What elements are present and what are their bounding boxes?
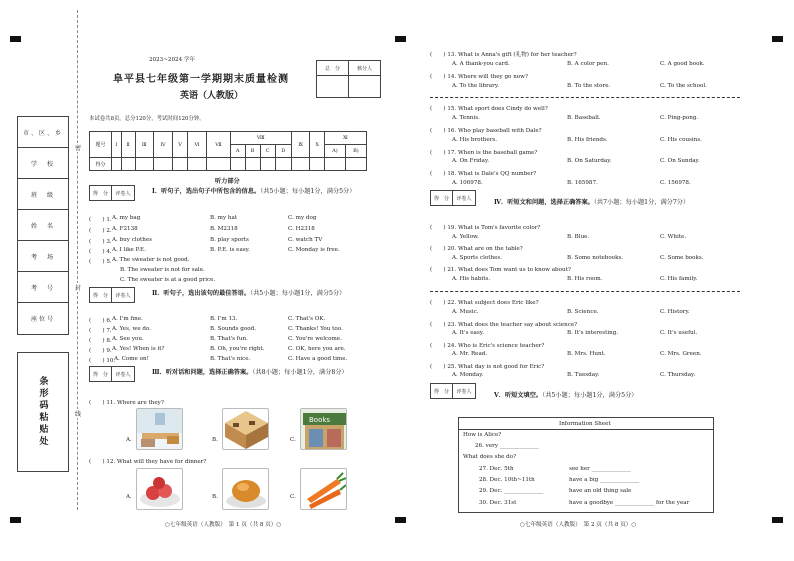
question-14: ( ) 14. Where will they go now? (430, 74, 528, 80)
option-b: B. my hat (210, 215, 238, 221)
question-number: ( ) 5. (89, 259, 112, 265)
option-c: C. Thanks! You too. (288, 326, 343, 332)
option-b: B. Oh, you're right. (210, 346, 265, 352)
section-1-score-box (89, 185, 135, 201)
total-score-cell[interactable] (317, 76, 349, 98)
grid-col: Ⅸ (291, 132, 310, 158)
barcode-area (17, 352, 69, 472)
section-5-score-box (430, 383, 476, 399)
reviewer-label: 评卷人 (112, 366, 135, 382)
grid-col: Ⅴ (173, 132, 188, 158)
option-c: C. Mrs. Green. (660, 351, 702, 357)
option-a: A. Come on! (114, 356, 149, 362)
option-c: C. His cousins. (660, 137, 702, 143)
option-b: B. Baseball. (567, 115, 601, 121)
section-3-score-box (89, 366, 135, 382)
option-c: C. 156978. (660, 180, 691, 186)
grid-score-cell[interactable] (260, 158, 275, 171)
option-c: C. His family. (660, 276, 698, 282)
grid-score-cell[interactable] (345, 158, 366, 171)
option-a: A. buy clothes (112, 237, 153, 243)
reviewer-cell[interactable] (349, 76, 381, 98)
option-b: B. The sweater is not for sale. (120, 267, 205, 273)
option-a: A. I'm fine. (112, 316, 143, 322)
student-info-box (17, 116, 69, 335)
grid-col: Ⅳ (154, 132, 173, 158)
blank-29[interactable]: 29. Dec. ______________ (479, 488, 544, 494)
question-20: ( ) 20. What are on the table? (430, 246, 523, 252)
svg-text:Books: Books (309, 416, 331, 424)
option-b: B. (212, 437, 218, 443)
option-b: B. To the store. (567, 83, 611, 89)
option-a: A. See you. (112, 336, 144, 342)
blank-26[interactable]: 26. very ______________ (475, 443, 539, 449)
grid-col: Ⅶ (207, 132, 231, 158)
field-name[interactable]: 姓 名 (18, 210, 68, 241)
option-b: B. Tuesday. (567, 372, 600, 378)
grid-sub: A (230, 145, 245, 158)
section-4-score-box (430, 190, 476, 206)
seal-char-feng: 封 (75, 285, 82, 292)
question-19: ( ) 19. What is Tom's favorite color? (430, 225, 541, 231)
option-a: A. I like P.E. (112, 247, 146, 253)
apples-picture (136, 468, 183, 510)
grid-score-cell[interactable] (121, 158, 135, 171)
grid-col: Ⅺ (324, 132, 366, 145)
footer-page-1: ○七年级英语（人教版） 第 1 页（共 8 页）○ (165, 522, 282, 528)
score-label: 得 分 (430, 383, 453, 399)
option-c: C. History. (660, 309, 690, 315)
reviewer-label: 评卷人 (112, 287, 135, 303)
grid-col: Ⅲ (135, 132, 154, 158)
option-a: A. The sweater is not good. (112, 257, 190, 263)
option-c: C. You're welcome. (288, 336, 342, 342)
option-a: A. A thank-you card. (452, 61, 510, 67)
option-c: C. White. (660, 234, 687, 240)
question-number: ( ) 2. (89, 228, 112, 234)
option-c: C. Some books. (660, 255, 704, 261)
option-b: B. It's interesting. (567, 330, 619, 336)
reviewer-label: 评卷人 (453, 190, 476, 206)
question-23: ( ) 23. What does the teacher say about science? (430, 322, 578, 328)
option-a: A. Monday. (452, 372, 484, 378)
page-subtitle: 英语（人教版） (180, 91, 244, 101)
option-a: A. Yellow. (452, 234, 479, 240)
grid-score-cell[interactable] (275, 158, 291, 171)
section-3-title: Ⅲ．听对话和问题，选择正确答案。（共8小题；每小题1分，满分8分） (152, 369, 348, 376)
reviewer-label: 评卷人 (453, 383, 476, 399)
grid-score-cell[interactable] (112, 158, 122, 171)
grid-score-cell[interactable] (291, 158, 310, 171)
page-title: 阜平县七年级第一学期期末质量检测 (113, 74, 289, 85)
living-room-picture (136, 408, 183, 450)
grid-label-number: 题号 (90, 132, 112, 158)
option-c: C. Have a good time. (288, 356, 348, 362)
grid-score-cell[interactable] (245, 158, 260, 171)
section-5-title: Ⅴ．听短文填空。（共5小题；每小题1分，满分5分） (494, 392, 638, 399)
option-b: B. Sounds good. (210, 326, 256, 332)
carrots-picture (300, 468, 347, 510)
field-exam-number[interactable]: 考 号 (18, 272, 68, 303)
option-c: C. OK, here you are. (288, 346, 346, 352)
sheet-row: 27. Dec. 5th (479, 466, 514, 472)
option-c: C. H2318 (288, 226, 315, 232)
classroom-picture (222, 408, 269, 450)
question-number: ( ) 6. (89, 318, 112, 324)
sheet-row: 30. Dec. 31st (479, 500, 517, 506)
question-number: ( ) 3. (89, 239, 112, 245)
option-b: B. (212, 494, 218, 500)
sheet-title: Information Sheet (559, 421, 611, 427)
grid-score-cell[interactable] (135, 158, 154, 171)
option-a: A. Yes! When is it? (112, 346, 165, 352)
option-c: C. The sweater is at a good price. (120, 277, 216, 283)
option-a: A. It's easy. (452, 330, 484, 336)
score-label: 得 分 (89, 366, 112, 382)
grid-score-cell[interactable] (207, 158, 231, 171)
grid-col: Ⅷ (230, 132, 291, 145)
option-b: B. play sports (210, 237, 249, 243)
grid-sub: A) (324, 145, 345, 158)
option-a: A. His habits. (452, 276, 491, 282)
grid-sub: B) (345, 145, 366, 158)
option-a: A. Mr. Read. (452, 351, 488, 357)
question-number: ( ) 4. (89, 249, 112, 255)
reviewer-label: 核分人 (349, 61, 381, 76)
field-seat-number[interactable]: 座位号 (30, 316, 55, 323)
bookstore-picture (300, 408, 347, 450)
question-17: ( ) 17. When is the baseball game? (430, 150, 538, 156)
question-18: ( ) 18. What is Dale's QQ number? (430, 171, 537, 177)
option-a: A. On Friday. (452, 158, 490, 164)
question-13: ( ) 13. What is Anna's gift (礼物) for her teacher? (430, 52, 577, 58)
option-b: B. P.E. is easy. (210, 247, 250, 253)
question-16: ( ) 16. Who play baseball with Dale? (430, 128, 542, 134)
grid-sub: D (275, 145, 291, 158)
option-c: C. watch TV (288, 237, 323, 243)
option-b: B. His room. (567, 276, 603, 282)
blank-28[interactable]: have a big ______________ (569, 477, 640, 483)
blank-30[interactable]: have a goodbye ______________ for the year (569, 500, 690, 506)
option-c: C. Ping-pong. (660, 115, 699, 121)
school-year: 2023~2024 学年 (149, 57, 196, 63)
option-b: B. 165987. (567, 180, 598, 186)
question-15: ( ) 15. What sport does Cindy do well? (430, 106, 548, 112)
blank-27[interactable]: see her ______________ (569, 466, 631, 472)
divider (430, 291, 740, 293)
listening-title: 听力部分 (215, 178, 240, 185)
option-a: A. (126, 494, 132, 500)
option-a: A. To the library. (452, 83, 500, 89)
option-b: B. Blue. (567, 234, 590, 240)
question-22: ( ) 22. What subject does Eric like? (430, 300, 539, 306)
question-number: ( ) 10. (89, 358, 116, 364)
total-score-box (316, 60, 381, 98)
score-label: 得 分 (89, 287, 112, 303)
option-b: B. That's fun. (210, 336, 248, 342)
option-c: C. A good book. (660, 61, 705, 67)
information-sheet (458, 417, 714, 513)
question-24: ( ) 24. Who is Eric's science teacher? (430, 343, 545, 349)
seal-char-mi: 密 (75, 145, 82, 152)
grid-label-score: 得分 (90, 158, 112, 171)
footer-page-2: ○七年级英语（人教版） 第 2 页（共 8 页）○ (520, 522, 637, 528)
grid-score-cell[interactable] (154, 158, 173, 171)
option-a: A. Tennis. (452, 115, 480, 121)
option-b: B. M2318 (210, 226, 238, 232)
sheet-row: have an old thing sale (569, 488, 632, 494)
grid-sub: B (245, 145, 260, 158)
option-a: A. His brothers. (452, 137, 498, 143)
option-c: C. Thursday. (660, 372, 696, 378)
score-label: 得 分 (430, 190, 453, 206)
option-a: A. Sports clothes. (452, 255, 503, 261)
seal-line (77, 10, 78, 510)
question-25: ( ) 25. What day is not good for Eric? (430, 364, 545, 370)
field-school[interactable]: 学 校 (18, 148, 68, 179)
option-a: A. Yes, we do. (112, 326, 152, 332)
option-a: A. my bag (112, 215, 141, 221)
grid-col: Ⅹ (310, 132, 325, 158)
grid-score-cell[interactable] (324, 158, 345, 171)
sheet-row: 28. Dec. 10th~11th (479, 477, 535, 483)
grid-score-cell[interactable] (187, 158, 206, 171)
chicken-picture (222, 468, 269, 510)
option-b: B. On Saturday. (567, 158, 612, 164)
option-b: B. A color pen. (567, 61, 609, 67)
option-c: C. (290, 494, 296, 500)
question-12: ( ) 12. What will they have for dinner? (89, 459, 207, 465)
field-district[interactable]: 市、区、乡 (18, 117, 68, 148)
section-1-title: Ⅰ．听句子，选出句子中所包含的信息。（共5小题；每小题1分，满分5分） (152, 188, 356, 195)
question-number: ( ) 1. (89, 217, 112, 223)
sheet-row: How is Alice? (463, 432, 502, 438)
grid-sub: C (260, 145, 275, 158)
option-b: B. That's nice. (210, 356, 251, 362)
section-4-title: Ⅳ．听短文和问题，选择正确答案。（共7小题；每小题1分，满分7分） (494, 199, 690, 206)
option-c: C. my dog (288, 215, 317, 221)
seal-char-xian: 线 (75, 411, 82, 418)
grid-score-cell[interactable] (230, 158, 245, 171)
option-a: A. Music. (452, 309, 479, 315)
section-2-score-box (89, 287, 135, 303)
option-a: A. 106978. (452, 180, 483, 186)
option-b: B. His friends. (567, 137, 608, 143)
option-a: A. F2138 (112, 226, 138, 232)
option-b: B. Some notebooks. (567, 255, 624, 261)
divider (430, 97, 740, 99)
question-11: ( ) 11. Where are they? (89, 400, 164, 406)
option-b: B. I'm 13. (210, 316, 238, 322)
total-score-label: 总 分 (317, 61, 349, 76)
section-2-title: Ⅱ．听句子，选出该句的最佳答语。（共5小题；每小题1分，满分5分） (152, 290, 346, 297)
reviewer-label: 评卷人 (112, 185, 135, 201)
option-c: C. (290, 437, 296, 443)
option-c: C. Monday is free. (288, 247, 340, 253)
option-b: B. Science. (567, 309, 599, 315)
option-c: C. On Sunday. (660, 158, 700, 164)
field-exam-room[interactable]: 考 场 (18, 241, 68, 272)
score-grid (89, 131, 367, 171)
sheet-row: What does she do? (463, 454, 517, 460)
question-number: ( ) 8. (89, 338, 112, 344)
question-21: ( ) 21. What does Tom want us to know about? (430, 267, 571, 273)
grid-score-cell[interactable] (310, 158, 325, 171)
option-c: C. It's useful. (660, 330, 698, 336)
option-c: C. To the school. (660, 83, 707, 89)
score-label: 得 分 (89, 185, 112, 201)
question-number: ( ) 9. (89, 348, 112, 354)
option-b: B. Mrs. Hunt. (567, 351, 606, 357)
grid-col: Ⅱ (121, 132, 135, 158)
option-a: A. (126, 437, 132, 443)
field-class[interactable]: 班 级 (18, 179, 68, 210)
barcode-label: 条形码粘贴处 (37, 376, 48, 448)
grid-col: Ⅵ (187, 132, 206, 158)
exam-note: 本试卷共8页。总分120分，考试时间120分钟。 (89, 116, 205, 122)
option-c: C. That's OK. (288, 316, 326, 322)
grid-col: Ⅰ (112, 132, 122, 158)
question-number: ( ) 7. (89, 328, 112, 334)
grid-score-cell[interactable] (173, 158, 188, 171)
